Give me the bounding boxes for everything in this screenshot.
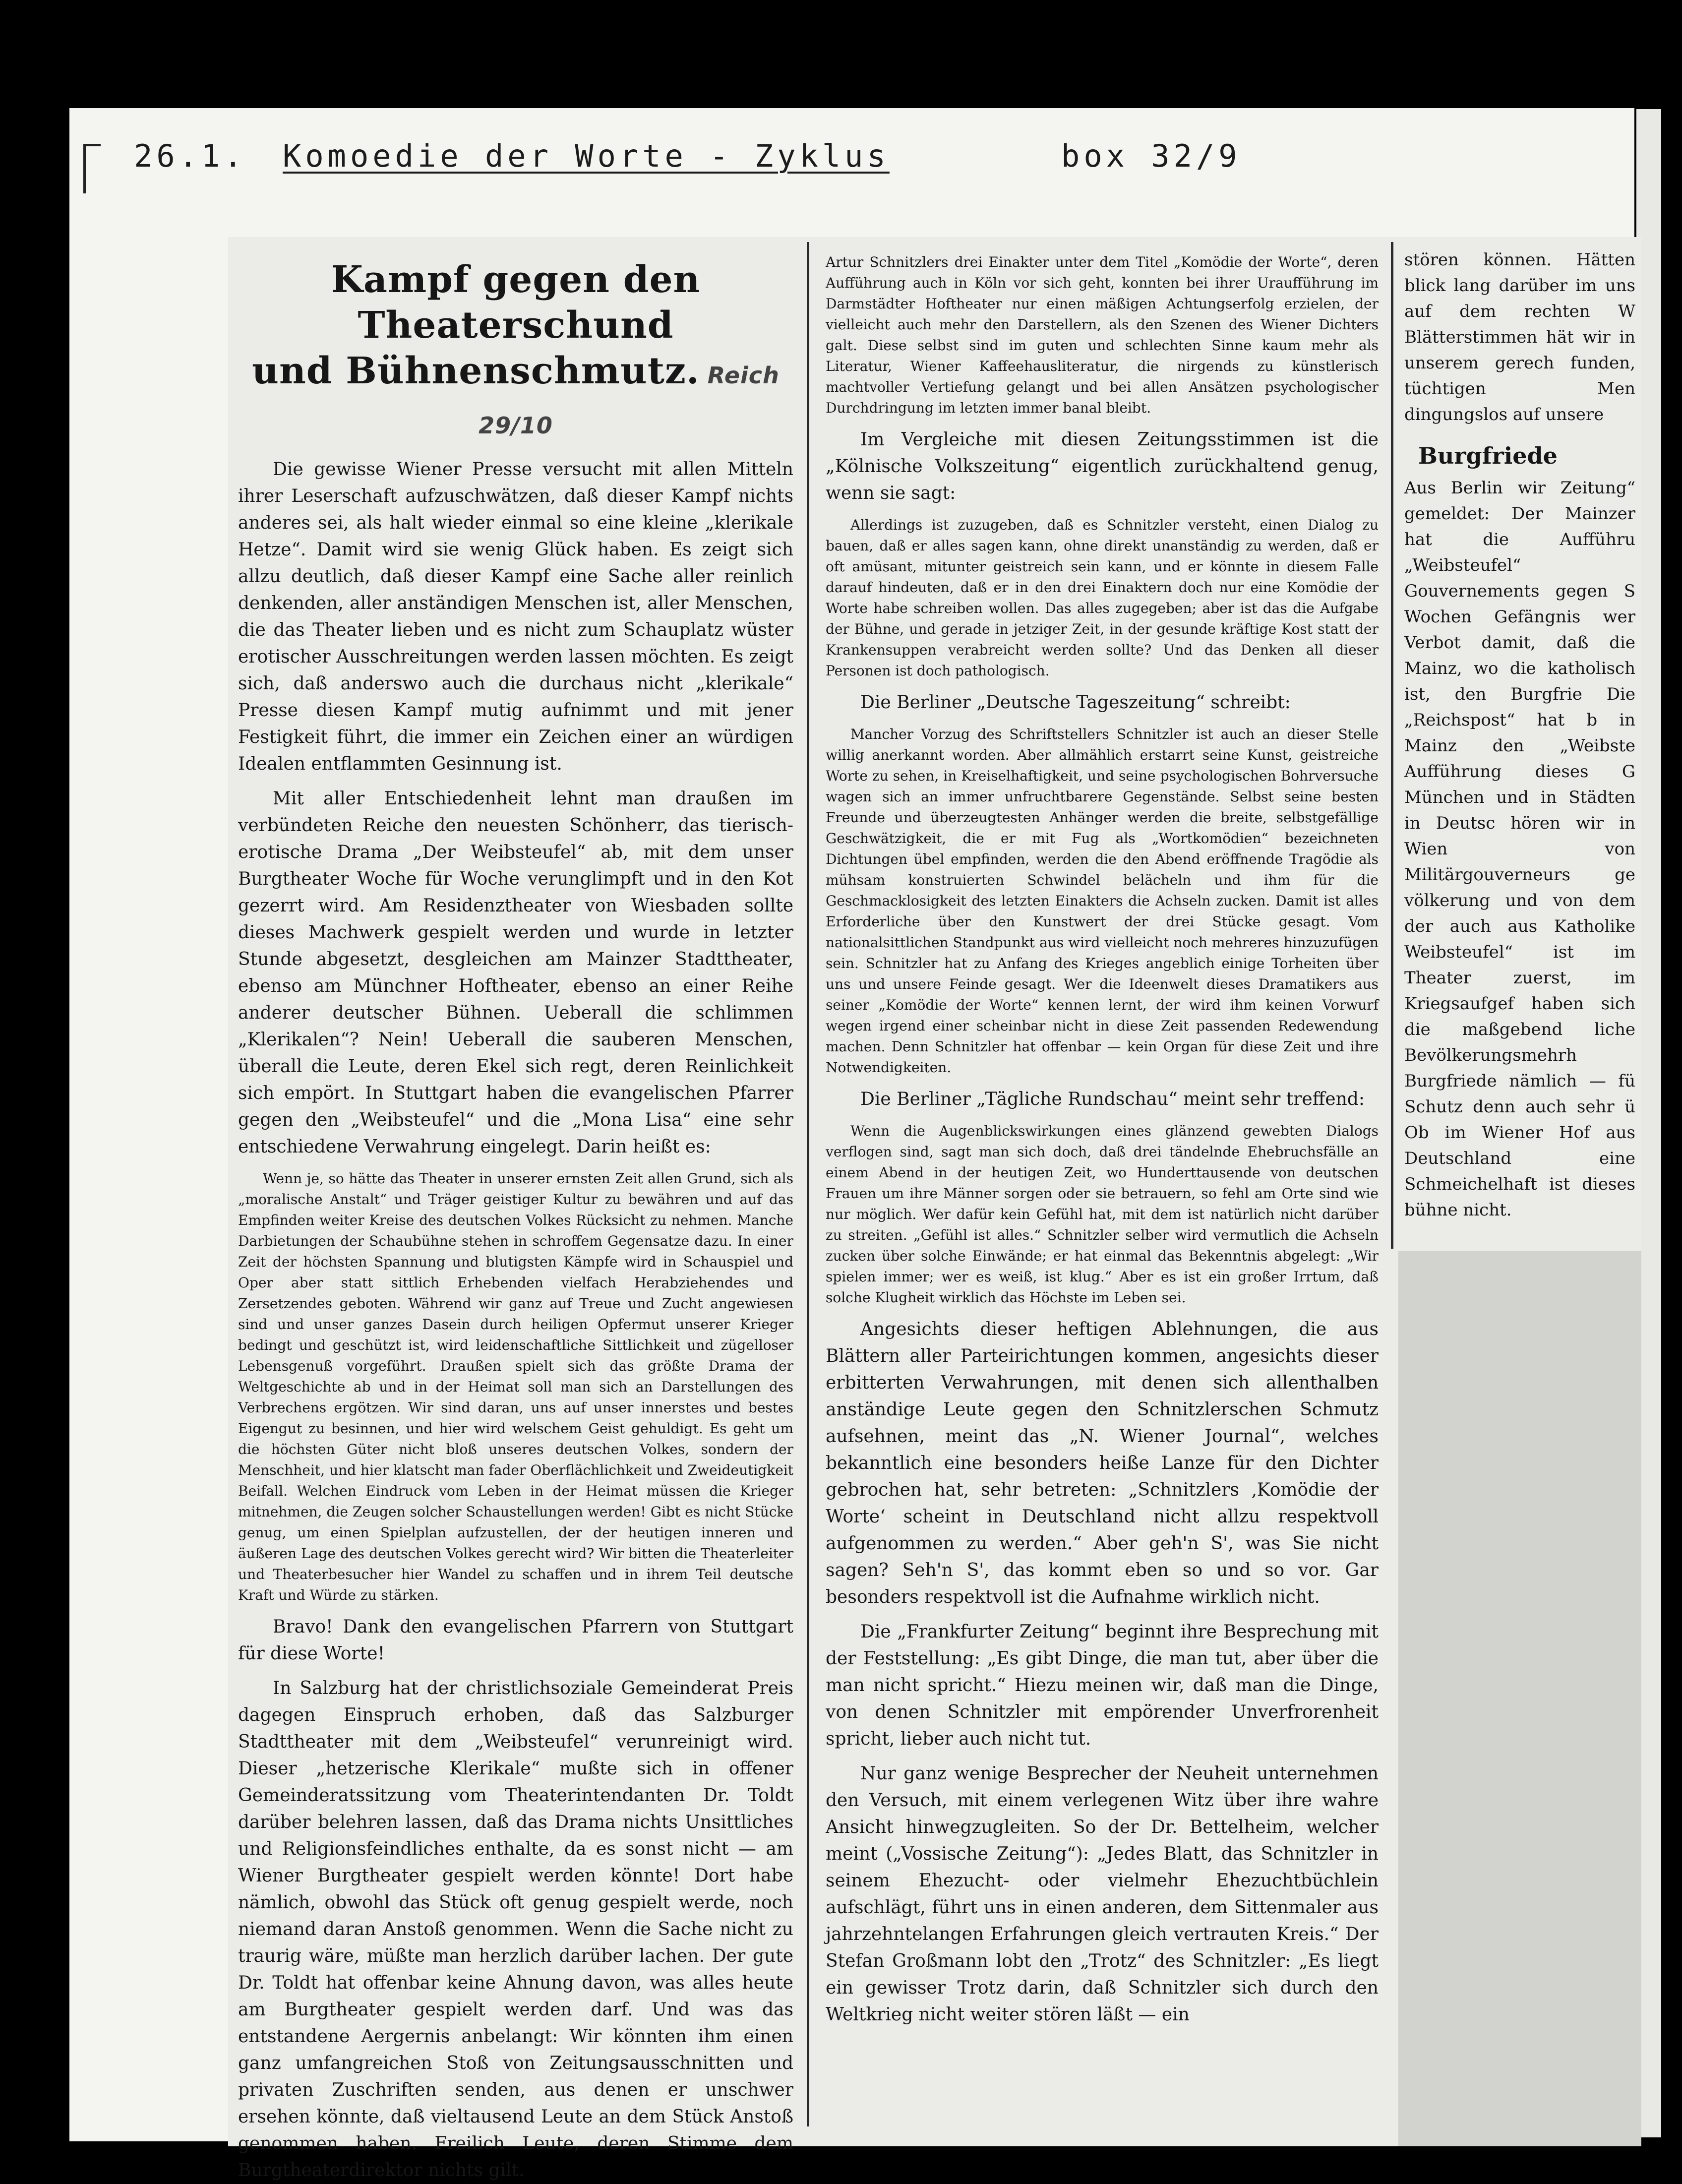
paragraph: Aus Berlin wir Zeitung“ gemeldet: Der Mainzer hat die Aufführu „Weibsteufel“ Gouvernements gegen S Wochen Gefängnis wer Verbot damit, daß die Mainz, wo die katholisch ist, den Burgfrie Die „Reichspost“ hat b in Mainz den „Weibste Aufführung dieses G München und in Städten in Deutsc hören wir in Wien von Militärgouverneurs ge völkerung und von dem der auch aus Katholike Weibsteufel“ ist im Theater zuerst, im Kriegsaufgef haben sich die maßgebend liche Bevölkerungsmehrh Burgfriede nämlich — fü Schutz denn auch sehr ü Ob im Wiener Hof aus Deutschland eine Schmeichelhaft ist dieses bühne nicht. [1404,478,1635,1220]
column-2 [816,237,1388,2146]
col3-text [1398,247,1641,427]
quote-paragraph: Wenn die Augenblickswirkungen eines glänzend gewebten Dialogs verflogen sind, sagt man sich doch, daß drei tändelnde Ehebruchsfälle an einem Abend in der heutigen Zeit, wo Hunderttausende von deutschen Frauen um ihre Männer sorgen oder sie betrauern, so fehl am Orte sind wie nur möglich. Wer dafür kein Gefühl hat, mit dem ist natürlich nicht darüber zu streiten. „Gefühl ist alles.“ Schnitzler selber wird vermutlich die Achseln zucken über solche Einwände; er hat einmal das Bekenntnis abgelegt: „Wir spielen immer; wer es weiß, ist klug.“ Aber es ist ein großer Irrtum, daß solche Klugheit wirklich das Höchste im Leben sei. [826,1123,1379,1306]
col1-text [228,456,803,1160]
quote-paragraph: Artur Schnitzlers drei Einakter unter dem Titel „Komödie der Worte“, deren Aufführung auch in Köln vor sich geht, konnten bei ihrer Uraufführung im Darmstädter Hoftheater nur einen mäßigen Achtungserfolg erzielen, der vielleicht auch mehr den Darstellern, als den Szenen des Wiener Dichters galt. Diese selbst sind im guten und schlechten Sinne kaum mehr als Literatur, Wiener Kaffeehausliteratur, die nirgends zu künstlerisch machtvoller Vertiefung gelangt und bei allen Ansätzen psychologischer Durchdringung im letzten immer banal bleibt. [826,254,1379,416]
column-1 [228,237,803,2181]
column-rule [807,242,809,2126]
paragraph: Die Berliner „Tägliche Rundschau“ meint sehr treffend: [860,1089,1365,1109]
column-3 [1398,237,1641,1249]
col3-text [1398,475,1641,1223]
col1-text-2 [228,1614,803,2184]
column-rule [1391,242,1393,1249]
paragraph: Die „Frankfurter Zeitung“ beginnt ihre Besprechung mit der Feststellung: „Es gibt Dinge, die man tut, aber über die man nicht spricht.“ Hiezu meinen wir, daß man die Dinge, von denen Schnitzler mit empörender Unverfrorenheit spricht, lieber auch nicht tut. [826,1622,1379,1749]
col2-quote-3 [816,1121,1388,1308]
quote-paragraph: Wenn je, so hätte das Theater in unserer ernsten Zeit allen Grund, sich als „moralische Anstalt“ und Träger geistiger Kultur zu bewähren und auf das Empfinden weiter Kreise des deutschen Volkes Rücksicht zu nehmen. Manche Darbietungen der Schaubühne stehen in schroffem Gegensatze dazu. In einer Zeit der höchsten Spannung und blutigsten Kämpfe wird in Schauspiel und Oper aber statt sittlich Erhebenden vielfach Herabziehendes und Zersetzendes geboten. Während wir ganz auf Treue und Zucht angewiesen sind und unser ganzes Dasein durch heiligen Opfermut unserer Krieger bedingt und geschützt ist, wird leidenschaftliche Sittlichkeit und zügelloser Lebensgenuß vorgeführt. Draußen spielt sich das größte Drama der Weltgeschichte ab und in der Heimat soll man sich an Darstellungen des Verbrechens ergötzen. Wir sind daran, uns auf unser innerstes und bestes Eigengut zu besinnen, und hier wird welschem Geist gehuldigt. Es geht um die höchsten Güter nicht bloß unseres deutschen Volkes, sondern der Menschheit, und hier klatscht man fader Oberflächlichkeit und Zweideutigkeit Beifall. Welchen Eindruck vom Leben in der Heimat müssen die Krieger mitnehmen, die Zeugen solcher Schaustellungen werden! Gibt es nicht Stücke genug, um einen Spielplan aufzustellen, der der heutigen inneren und äußeren Lage des deutschen Volkes gerecht wird? Wir bitten die Theaterleiter und Theaterbesucher hier Wandel zu schaffen und in ihrem Teil deutsche Kraft und Würde zu stärken. [238,1170,793,1603]
col2-text [816,689,1388,716]
col3-heading: Burgfriede [1418,442,1558,469]
paragraph: stören können. Hätten blick lang darüber im uns auf dem rechten W Blätterstimmen hät wir in unserem gerech funden, tüchtigen Men dingungslos auf unsere [1404,250,1635,425]
paragraph: Angesichts dieser heftigen Ablehnungen, die aus Blättern aller Parteirichtungen kommen, angesichts dieser erbitterten Verwahrungen, mit denen sich allenthalben anständige Leute gegen den Schnitzlerschen Schmutz aufsehnen, meint das „N. Wiener Journal“, welches bekanntlich eine besonders heiße Lanze für den Dichter gebrochen hat, sehr betreten: „Schnitzlers ‚Komödie der Worte‘ scheint in Deutschland nicht allzu respektvoll aufgenommen zu werden.“ Aber geh'n S', was Sie nicht sagen? Seh'n S', das kommt eben so und so vor. Gar besonders respektvoll ist die Aufnahme wirklich nicht. [826,1319,1379,1607]
col2-intro [816,252,1388,419]
blank-clipping-area [1398,1251,1641,2146]
handwritten-note: Reich 29/10 [479,362,780,439]
header-number: 26.1. [134,138,246,174]
article-title [233,257,798,448]
col2-text [816,426,1388,507]
paragraph: Nur ganz wenige Besprecher der Neuheit unternehmen den Versuch, mit einem verlegenen Witz über ihre wahre Ansicht hinwegzugleiten. So der Dr. Bettelheim, welcher meint („Vossische Zeitung“): „Jedes Blatt, das Schnitzler in seinem Ehezucht- oder vielmehr Ehezuchtbüchlein aufschlägt, führt uns in einen anderen, dem Sittenmaler aus jahrzehntelangen Erfahrungen gleich vertrauten Kreis.“ Der Stefan Großmann lobt den „Trotz“ des Schnitzler: „Es liegt ein gewisser Trotz darin, daß Schnitzler sich durch den Weltkrieg nicht weiter stören läßt — ein [826,1763,1379,2025]
newspaper-clipping [228,237,1641,2181]
title-line-1: Kampf gegen den Theaterschund [331,258,701,347]
col2-quote-1 [816,515,1388,681]
header-box: box 32/9 [1061,138,1241,174]
archive-header [134,138,1324,182]
paragraph: Die gewisse Wiener Presse versucht mit allen Mitteln ihrer Leserschaft aufzuschwätzen, daß dieser Kampf nichts anderes sei, als halt wieder einmal so eine kleine „klerikale Hetze“. Damit wird sie wenig Glück haben. Es zeigt sich allzu deutlich, daß dieser Kampf eine Sache aller reinlich denkenden, aller anständigen Menschen ist, aller Menschen, die das Theater lieben und es nicht zum Schauplatz wüster erotischer Ausschreitungen werden lassen möchten. Es zeigt sich, daß anderswo auch die durchaus nicht „klerikale“ Presse diesen Kampf mutig aufnimmt und mit jener Festigkeit führt, die immer ein Zeichen einer an würdigen Idealen entflammten Gesinnung ist. [238,459,793,774]
header-title: Komoedie der Worte - Zyklus [283,138,890,174]
col2-text [816,1316,1388,2028]
paragraph: Die Berliner „Deutsche Tageszeitung“ schreibt: [860,692,1291,713]
col2-text [816,1086,1388,1113]
paragraph: Im Vergleiche mit diesen Zeitungsstimmen ist die „Kölnische Volkszeitung“ eigentlich zurückhaltend genug, wenn sie sagt: [826,429,1379,503]
col1-quote [228,1168,803,1606]
quote-paragraph: Allerdings ist zuzugeben, daß es Schnitzler versteht, einen Dialog zu bauen, daß er alles sagen kann, ohne direkt unanständig zu werden, daß er oft amüsant, mitunter geistreich sein kann, und er könnte in diesem Falle darauf hindeuten, daß er in den drei Einaktern doch nur eine Komödie der Worte habe schreiben wollen. Das alles zugegeben; aber ist das die Aufgabe der Bühne, und gerade in jetziger Zeit, in der gesunde kräftige Kost statt der Krankensuppen verabreicht werden sollte? Und das Denken all dieser Personen ist doch pathologisch. [826,517,1379,679]
paragraph: Mit aller Entschiedenheit lehnt man draußen im verbündeten Reiche den neuesten Schönherr, das tierisch-erotische Drama „Der Weibsteufel“ ab, mit dem unser Burgtheater Woche für Woche verunglimpft und in den Kot gezerrt wird. Am Residenztheater von Wiesbaden sollte dieses Machwerk gespielt werden und wurde in letzter Stunde abgesetzt, desgleichen am Mainzer Stadttheater, ebenso am Münchner Hoftheater, ebenso an einer Reihe anderer deutscher Bühnen. Ueberall die schlimmen „Klerikalen“? Nein! Ueberall die sauberen Menschen, überall die Leute, deren Ekel sich regt, deren Reinlichkeit sich empört. In Stuttgart haben die evangelischen Pfarrer gegen den „Weibsteufel“ und die „Mona Lisa“ eine sehr entschiedene Verwahrung eingelegt. Darin heißt es: [238,789,793,1157]
corner-mark [83,144,101,193]
title-line-2: und Bühnenschmutz. [252,350,700,392]
paragraph: In Salzburg hat der christlichsoziale Gemeinderat Preis dagegen Einspruch erhoben, daß das Salzburger Stadttheater mit dem „Weibsteufel“ verunreinigt wird. Dieser „hetzerische Klerikale“ mußte sich in offener Gemeinderatssitzung vom Theaterintendanten Dr. Toldt darüber belehren lassen, daß das Drama nichts Unsittliches und Religionsfeindliches enthalte, da es sonst nicht — am Wiener Burgtheater gespielt werden könnte! Dort habe nämlich, obwohl das Stück oft genug gespielt werde, noch niemand daran Anstoß genommen. Wenn die Sache nicht zu traurig wäre, müßte man herzlich darüber lachen. Der gute Dr. Toldt hat offenbar keine Ahnung davon, was alles heute am Burgtheater gespielt werden darf. Und was das entstandene Aergernis anbelangt: Wir könnten ihm einen ganz umfangreichen Stoß von Zeitungsausschnitten und privaten Zuschriften senden, aus denen er unschwer ersehen könnte, daß vieltausend Leute an dem Stück Anstoß genommen haben. Freilich Leute, deren Stimme dem Burgtheaterdirektor nichts gilt. [238,1678,793,2181]
quote-paragraph: Mancher Vorzug des Schriftstellers Schnitzler ist auch an dieser Stelle willig anerkannt worden. Aber allmählich erstarrt seine Kunst, geistreiche Worte zu sehen, in Kreiselhaftigkeit, und seine psychologischen Bohrversuche wagen sich an immer unfruchtbarere Gegenstände. Selbst seine besten Freunde und überzeugtesten Anhänger werden die breite, selbstgefällige Geschwätzigkeit, die er mit Fug als „Wortkomödien“ bezeichneten Dichtungen übel empfinden, werden die den Abend eröffnende Tragödie als mühsam konstruierten Schwindel belächeln und ihm für die Geschmacklosigkeit des letzten Einakters die Achseln zucken. Damit ist alles Erforderliche über den Kunstwert der drei Stücke gesagt. Vom nationalsittlichen Standpunkt aus wird vielleicht noch mehreres hinzuzufügen sein. Schnitzler hat zu Anfang des Krieges angeblich einige Torheiten über uns und unsere Feinde gesagt. Wer die Ideenwelt dieses Dramatikers aus seiner „Komödie der Worte“ kennen lernt, der wird ihm keinen Vorwurf wegen irgend einer scheinbar nicht in diese Zeit passenden Redewendung machen. Denn Schnitzler hat offenbar — kein Organ für diese Zeit und ihre Notwendigkeiten. [826,726,1379,1076]
col2-quote-2 [816,724,1388,1078]
paragraph: Bravo! Dank den evangelischen Pfarrern von Stuttgart für diese Worte! [238,1617,793,1664]
